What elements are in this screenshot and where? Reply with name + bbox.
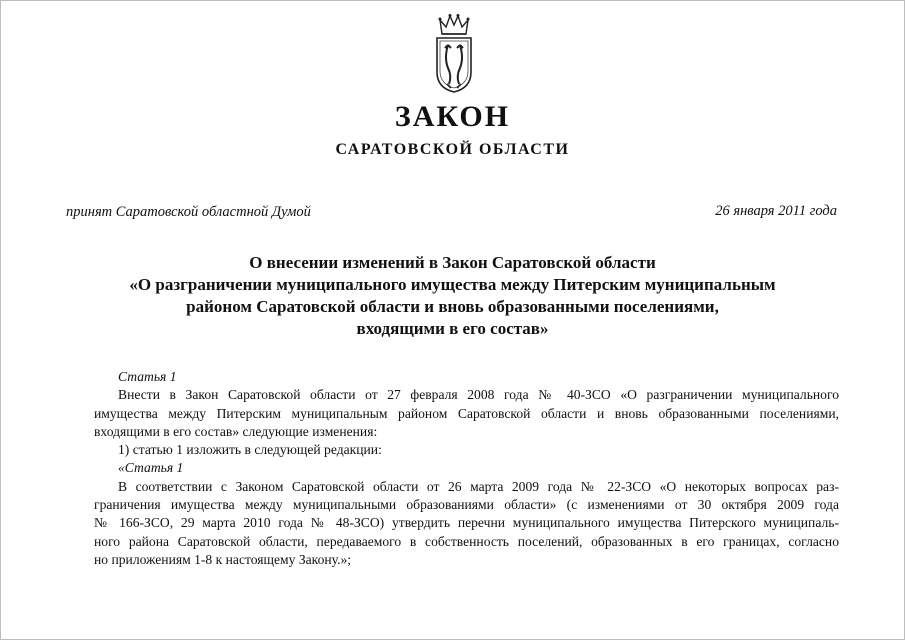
heading-line: входящими в его состав» bbox=[356, 319, 549, 338]
paragraph-line: входящими в его состав» следующие изменения: bbox=[94, 423, 378, 439]
law-heading bbox=[60, 252, 845, 340]
paragraph-line: но приложениям 1-8 к настоящему Закону.»; bbox=[94, 551, 352, 567]
heading-line: районом Саратовской области и вновь образованными поселениями, bbox=[186, 297, 719, 316]
list-item: 1) статью 1 изложить в следующей редакции: bbox=[118, 442, 382, 458]
law-body bbox=[94, 368, 839, 569]
quoted-article-label: «Статья 1 bbox=[118, 460, 184, 476]
paragraph-line: В соответствии с Законом Саратовской области от 26 марта 2009 года № 22-ЗСО «О некоторых вопросах раз- bbox=[118, 478, 839, 494]
paragraph-line: ного района Саратовской области, передаваемого в собственность поселений, образованных в его границах, согласно bbox=[94, 533, 839, 549]
heading-line: О внесении изменений в Закон Саратовской области bbox=[249, 253, 656, 272]
saratov-coat-of-arms-icon bbox=[433, 12, 475, 94]
law-title: ЗАКОН bbox=[394, 100, 511, 133]
law-subtitle: САРАТОВСКОЙ ОБЛАСТИ bbox=[335, 141, 570, 158]
article-label: Статья 1 bbox=[118, 369, 177, 384]
paragraph-line: имущества между Питерским муниципальным районом Саратовской области и вновь образованными поселениями, bbox=[94, 405, 839, 421]
paragraph-line: Внести в Закон Саратовской области от 27 февраля 2008 года № 40-ЗСО «О разграничении муниципального bbox=[118, 387, 839, 403]
heading-line: «О разграничении муниципального имущества между Питерским муниципальным bbox=[129, 275, 776, 294]
paragraph-line: № 166-ЗСО, 29 марта 2010 года № 48-ЗСО) утвердить перечни муниципального имущества Питерского муниципаль- bbox=[94, 515, 839, 531]
paragraph-line: граничения имущества между муниципальными образованиями области» (с изменениями от 30 октября 2009 года bbox=[94, 497, 839, 513]
adoption-date: 26 января 2011 года bbox=[715, 203, 837, 219]
adopted-by: принят Саратовской областной Думой bbox=[66, 204, 311, 220]
